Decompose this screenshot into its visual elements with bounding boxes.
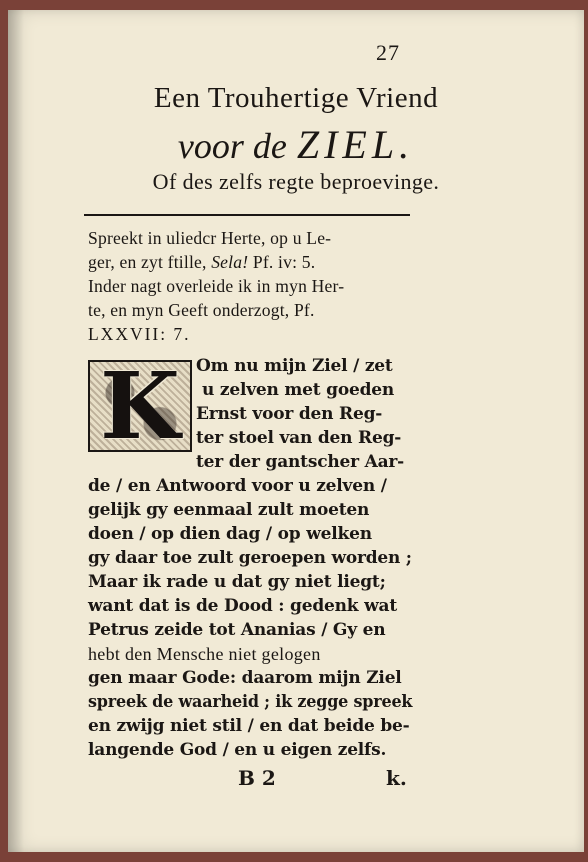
body-line: ter stoel van den Reg- <box>196 428 402 448</box>
heading-title: Een Trouhertige Vriend <box>153 82 439 114</box>
signature-mark: B 2 <box>238 766 276 790</box>
body-line: Ernst voor den Reg- <box>196 404 383 424</box>
epigraph-reference: Pf. iv: 5. <box>248 252 316 272</box>
epigraph-italic: Sela! <box>211 252 249 272</box>
body-line: Maar ik rade u dat gy niet liegt; <box>88 572 386 592</box>
body-line: gy daar toe zult geroepen worden ; <box>88 548 412 568</box>
heading-tagline: Of des zelfs regte beproevinge. <box>152 169 440 194</box>
heading-subtitle-prefix: voor de <box>177 126 287 166</box>
catchword: k. <box>386 766 407 790</box>
body-line: Om nu mijn Ziel / zet <box>196 356 393 376</box>
heading-subtitle-caps: ZIEL. <box>296 122 415 167</box>
body-line: u zelven met goeden <box>202 380 395 400</box>
body-line: gen maar Gode: daarom mijn Ziel <box>88 668 402 688</box>
epigraph-line: Inder nagt overleide ik in myn Her- <box>88 276 345 296</box>
body-line: Petrus zeide tot Ananias / Gy en <box>88 620 386 640</box>
body-line: en zwijg niet stil / en dat beide be- <box>88 716 410 736</box>
body-line: spreek de waarheid ; ik zegge spreek <box>88 692 413 712</box>
body-line: ter der gantscher Aar- <box>196 452 405 472</box>
body-line: hebt den Mensche niet gelogen <box>88 644 321 664</box>
epigraph <box>88 226 418 346</box>
initial-letter: K <box>100 352 180 460</box>
epigraph-line: LXXVII: 7. <box>88 324 191 344</box>
body-line: gelijk gy eenmaal zult moeten <box>88 500 370 520</box>
body-line: want dat is de Dood : gedenk wat <box>88 596 398 616</box>
epigraph-line <box>88 250 410 274</box>
body-line: de / en Antwoord voor u zelven / <box>88 476 387 496</box>
epigraph-text: ger, en zyt ftille, <box>88 252 212 272</box>
epigraph-line: te, en myn Geeft onderzogt, Pf. <box>88 300 315 320</box>
body-line: langende God / en u eigen zelfs. <box>88 740 387 760</box>
heading-subtitle <box>8 121 584 168</box>
decorated-initial <box>88 352 192 460</box>
epigraph-line: Spreekt in uliedcr Herte, op u Le- <box>88 228 332 248</box>
page-number: 27 <box>376 40 400 65</box>
section-divider <box>84 214 410 216</box>
book-page <box>8 10 584 852</box>
body-line: doen / op dien dag / op welken <box>88 524 372 544</box>
